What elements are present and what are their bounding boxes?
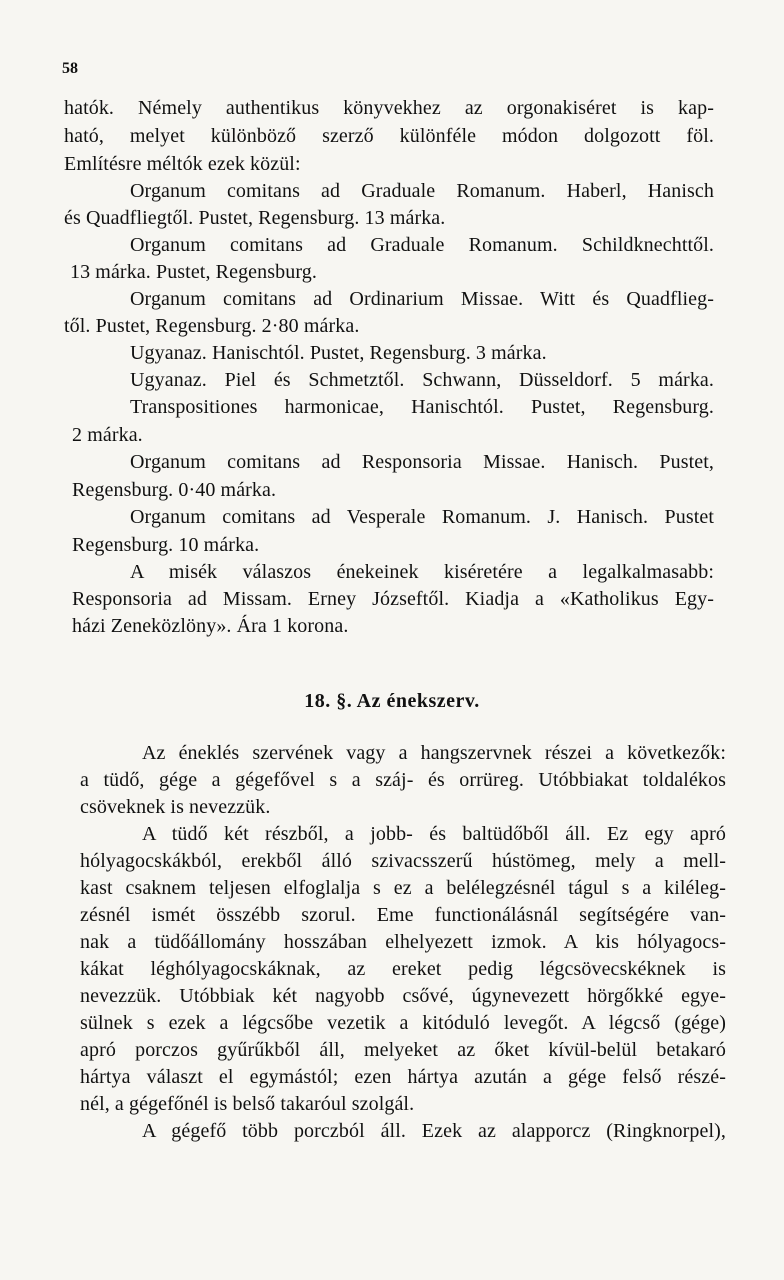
text-line: nak a tüdőállomány hosszában elhelyezett izmok. A kis hólyagocs- (80, 931, 726, 953)
section-heading: 18. §. Az énekszerv. (304, 690, 480, 712)
text-line: hatók. Némely authentikus könyvekhez az orgonakiséret is kap- (64, 97, 714, 119)
text-line: ható, melyet különböző szerző különféle módon dolgozott föl. (64, 125, 714, 147)
text-line: és Quadfliegtől. Pustet, Regensburg. 13 márka. (64, 207, 446, 229)
text-line: Említésre méltók ezek közül: (64, 153, 301, 175)
text-line: csöveknek is nevezzük. (80, 796, 271, 818)
text-line: kast csaknem teljesen elfoglalja s ez a belélegzésnél tágul s a kiléleg- (80, 877, 726, 899)
text-line: apró porczos gyűrűkből áll, melyeket az őket kívül-belül betakaró (80, 1039, 726, 1061)
text-line: től. Pustet, Regensburg. 2·80 márka. (64, 315, 360, 337)
text-line: kákat léghólyagocskáknak, az ereket pedig légcsövecskéknek is (80, 958, 726, 980)
text-line: A misék válaszos énekeinek kiséretére a legalkalmasabb: (130, 561, 714, 583)
text-line: Az éneklés szervének vagy a hangszervnek részei a következők: (142, 742, 726, 764)
text-line: 13 márka. Pustet, Regensburg. (70, 261, 317, 283)
text-line: Organum comitans ad Responsoria Missae. Hanisch. Pustet, (130, 451, 714, 473)
text-line: a tüdő, gége a gégefővel s a száj- és orrüreg. Utóbbiakat toldalékos (80, 769, 726, 791)
text-line: A tüdő két részből, a jobb- és baltüdőből áll. Ez egy apró (142, 823, 726, 845)
text-line: zésnél ismét összébb szorul. Eme functionálásnál segítségére van- (80, 904, 726, 926)
text-line: Organum comitans ad Ordinarium Missae. Witt és Quadflieg- (130, 288, 714, 310)
text-line: Organum comitans ad Graduale Romanum. Schildknechttől. (130, 234, 714, 256)
text-line: Ugyanaz. Hanischtól. Pustet, Regensburg. 3 márka. (130, 342, 547, 364)
text-line: Regensburg. 10 márka. (72, 534, 260, 556)
page-number: 58 (62, 60, 78, 77)
text-line: hólyagocskákból, erekből álló szivacsszerű hústömeg, mely a mell- (80, 850, 726, 872)
text-line: Ugyanaz. Piel és Schmetztől. Schwann, Düsseldorf. 5 márka. (130, 369, 714, 391)
text-line: A gégefő több porczból áll. Ezek az alapporcz (Ringknorpel), (142, 1120, 726, 1142)
text-line: Organum comitans ad Graduale Romanum. Haberl, Hanisch (130, 180, 714, 202)
text-line: nevezzük. Utóbbiak két nagyobb csővé, úgynevezett hörgőkké egye- (80, 985, 726, 1007)
text-line: 2 márka. (72, 424, 143, 446)
text-line: Regensburg. 0·40 márka. (72, 479, 277, 501)
text-line: hártya választ el egymástól; ezen hártya azután a gége felső részé- (80, 1066, 726, 1088)
text-line: nél, a gégefőnél is belső takaróul szolgál. (80, 1093, 415, 1115)
text-line: házi Zeneközlöny». Ára 1 korona. (72, 615, 349, 637)
text-line: Responsoria ad Missam. Erney Józseftől. Kiadja a «Katholikus Egy- (72, 588, 714, 610)
text-line: Transpositiones harmonicae, Hanischtól. Pustet, Regensburg. (130, 396, 714, 418)
text-line: sülnek s ezek a légcsőbe vezetik a kitóduló levegőt. A légcső (gége) (80, 1012, 726, 1034)
text-line: Organum comitans ad Vesperale Romanum. J. Hanisch. Pustet (130, 506, 714, 528)
